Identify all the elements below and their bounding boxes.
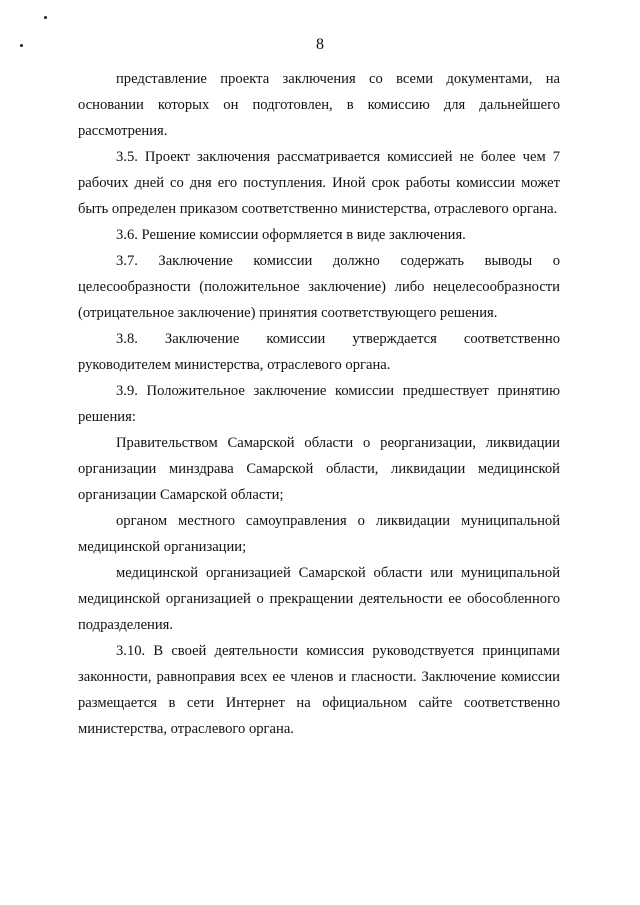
- list-item-local-authority: органом местного самоуправления о ликвидации муниципальной медицинской организации;: [78, 513, 560, 555]
- paragraph-continuation: представление проекта заключения со всеми документами, на основании которых он подготовлен, в комиссию для дальнейшего рассмотрения.: [78, 71, 560, 139]
- page-number: 8: [316, 36, 324, 53]
- paragraph-3-5: 3.5. Проект заключения рассматривается комиссией не более чем 7 рабочих дней со дня его поступления. Иной срок работы комиссии может быть определен приказом соответственно министерства, отраслевого органа.: [78, 149, 560, 217]
- scan-artifact-dot: [44, 16, 47, 19]
- paragraph-3-8: 3.8. Заключение комиссии утверждается соответственно руководителем министерства, отраслевого органа.: [78, 331, 560, 373]
- paragraph-3-7: 3.7. Заключение комиссии должно содержать выводы о целесообразности (положительное заключение) либо нецелесообразности (отрицательное заключение) принятия соответствующего решения.: [78, 253, 560, 321]
- document-body: [78, 66, 560, 742]
- paragraph-3-9: 3.9. Положительное заключение комиссии предшествует принятию решения:: [78, 383, 560, 425]
- list-item-government: Правительством Самарской области о реорганизации, ликвидации организации минздрава Самарской области, ликвидации медицинской организации Самарской области;: [78, 435, 560, 503]
- list-item-medical-organization: медицинской организацией Самарской области или муниципальной медицинской организацией о прекращении деятельности ее обособленного подразделения.: [78, 565, 560, 633]
- paragraph-3-10: 3.10. В своей деятельности комиссия руководствуется принципами законности, равноправия всех ее членов и гласности. Заключение комиссии размещается в сети Интернет на официальном сайте соответственно министерства, отраслевого органа.: [78, 643, 560, 737]
- paragraph-3-6: 3.6. Решение комиссии оформляется в виде заключения.: [116, 227, 466, 243]
